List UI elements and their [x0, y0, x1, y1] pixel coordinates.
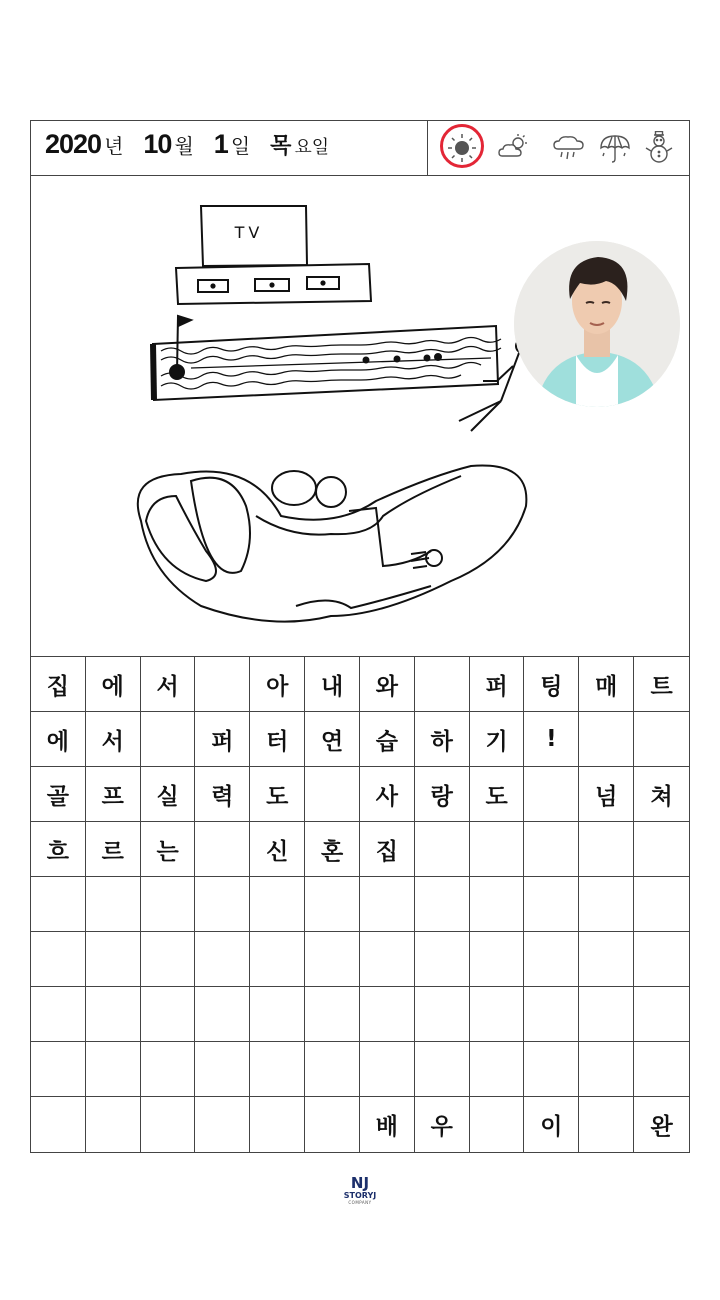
- grid-cell: 팅: [524, 657, 579, 712]
- grid-cell: [141, 932, 196, 987]
- day-unit: 일: [230, 136, 251, 158]
- grid-cell: 집: [31, 657, 86, 712]
- rain-icon[interactable]: [552, 131, 586, 165]
- grid-cell: 하: [415, 712, 470, 767]
- grid-cell: [415, 987, 470, 1042]
- grid-cell: [195, 1097, 250, 1152]
- grid-cell: [31, 1097, 86, 1152]
- grid-cell: [141, 1042, 196, 1097]
- profile-photo: [514, 241, 680, 407]
- year-value: 2020: [45, 129, 102, 159]
- grid-cell: 도: [470, 767, 525, 822]
- grid-cell: [86, 1042, 141, 1097]
- grid-cell: [250, 1042, 305, 1097]
- grid-cell: 매: [579, 657, 634, 712]
- day-value: 1: [213, 129, 228, 159]
- grid-cell: [634, 712, 689, 767]
- grid-cell: [524, 877, 579, 932]
- grid-cell: [634, 877, 689, 932]
- grid-cell: [141, 712, 196, 767]
- grid-cell: 배: [360, 1097, 415, 1152]
- grid-cell: 완: [650, 1114, 673, 1140]
- storyj-logo: [335, 1175, 385, 1215]
- grid-cell: 터: [250, 712, 305, 767]
- grid-cell: 내: [305, 657, 360, 712]
- grid-cell: [470, 987, 525, 1042]
- grid-cell: 와: [360, 657, 415, 712]
- grid-cell: 에: [31, 712, 86, 767]
- sunny-icon[interactable]: [445, 131, 479, 165]
- grid-cell: [86, 932, 141, 987]
- date-line: [45, 129, 329, 169]
- grid-cell: 도: [250, 767, 305, 822]
- grid-cell: [250, 987, 305, 1042]
- grid-cell: [634, 822, 689, 877]
- drawing-area: [31, 176, 689, 656]
- grid-cell: !: [524, 712, 579, 767]
- grid-cell: [305, 767, 360, 822]
- grid-cell: [524, 1042, 579, 1097]
- grid-cell: 사: [360, 767, 415, 822]
- grid-cell: [524, 987, 579, 1042]
- grid-cell: 신: [250, 822, 305, 877]
- grid-cell: [415, 657, 470, 712]
- grid-cell: [141, 987, 196, 1042]
- grid-cell: [31, 987, 86, 1042]
- partly-cloudy-icon[interactable]: [496, 131, 530, 165]
- grid-cell: 쳐: [634, 767, 689, 822]
- grid-cell: [579, 712, 634, 767]
- weekday-unit: 요일: [294, 137, 330, 157]
- grid-cell: [579, 822, 634, 877]
- grid-cell: [579, 987, 634, 1042]
- grid-cell: 서: [141, 657, 196, 712]
- grid-cell: [305, 987, 360, 1042]
- snowman-icon[interactable]: [642, 131, 676, 165]
- grid-cell: [141, 1097, 196, 1152]
- diary-sheet: [30, 120, 690, 1153]
- grid-cell: [195, 932, 250, 987]
- grid-cell: [195, 657, 250, 712]
- weather-selector: [427, 121, 689, 175]
- grid-cell: [250, 877, 305, 932]
- grid-cell: [634, 1042, 689, 1097]
- logo-name: STORYJ: [343, 1191, 377, 1200]
- grid-cell: [141, 877, 196, 932]
- grid-cell: [250, 932, 305, 987]
- grid-cell: [195, 877, 250, 932]
- grid-cell: 넘: [579, 767, 634, 822]
- grid-cell: 연: [305, 712, 360, 767]
- grid-cell: 집: [360, 822, 415, 877]
- tv-label: TV: [234, 223, 264, 242]
- grid-cell: [579, 1097, 634, 1152]
- grid-cell: [31, 877, 86, 932]
- weekday-value: 목: [270, 133, 292, 158]
- grid-cell: 력: [195, 767, 250, 822]
- grid-cell: [470, 877, 525, 932]
- umbrella-icon[interactable]: [598, 131, 632, 165]
- logo-sub: COMPANY: [348, 1200, 372, 1205]
- manuscript-grid: [31, 656, 689, 1152]
- grid-cell: [634, 987, 689, 1042]
- grid-cell: [305, 1097, 360, 1152]
- grid-cell: [31, 932, 86, 987]
- sofa-outline: [138, 466, 527, 622]
- grid-cell: [524, 822, 579, 877]
- grid-cell: 실: [141, 767, 196, 822]
- grid-cell: 혼: [305, 822, 360, 877]
- grid-cell: [250, 1097, 305, 1152]
- grid-cell: 에: [86, 657, 141, 712]
- month-value: 10: [143, 129, 172, 159]
- grid-cell: [470, 932, 525, 987]
- grid-cell: [195, 1042, 250, 1097]
- grid-cell: [415, 877, 470, 932]
- grid-cell: [195, 822, 250, 877]
- grid-cell: 골: [31, 767, 86, 822]
- grid-cell: [470, 1097, 525, 1152]
- grid-cell: 흐: [31, 822, 86, 877]
- grid-cell: [579, 1042, 634, 1097]
- grid-cell: 트: [634, 657, 689, 712]
- grid-cell: [415, 1042, 470, 1097]
- grid-cell: 서: [86, 712, 141, 767]
- logo-mark: NJ: [350, 1174, 370, 1192]
- grid-cell: 퍼: [470, 657, 525, 712]
- grid-cell: [415, 822, 470, 877]
- grid-cell: [634, 932, 689, 987]
- grid-cell: 퍼: [195, 712, 250, 767]
- month-unit: 월: [174, 136, 194, 158]
- grid-cell: [31, 1042, 86, 1097]
- grid-cell: 르: [86, 822, 141, 877]
- grid-cell: [195, 987, 250, 1042]
- grid-cell: [470, 1042, 525, 1097]
- grid-cell: [579, 932, 634, 987]
- grid-cell: [360, 1042, 415, 1097]
- grid-cell: [305, 1042, 360, 1097]
- grid-cell: [415, 932, 470, 987]
- grid-cell: 는: [141, 822, 196, 877]
- grid-cell: [579, 877, 634, 932]
- grid-cell: 습: [360, 712, 415, 767]
- grid-cell: 기: [470, 712, 525, 767]
- grid-cell: [524, 767, 579, 822]
- grid-cell: 아: [250, 657, 305, 712]
- grid-cell: 랑: [415, 767, 470, 822]
- grid-cell: [470, 822, 525, 877]
- grid-cell: [360, 932, 415, 987]
- grid-cell: 프: [86, 767, 141, 822]
- grid-cell: [86, 987, 141, 1042]
- grid-cell: [360, 877, 415, 932]
- grid-cell: 우: [415, 1097, 470, 1152]
- grid-cell: [305, 877, 360, 932]
- grid-cell: [86, 1097, 141, 1152]
- grid-cell: [360, 987, 415, 1042]
- grid-cell: [524, 932, 579, 987]
- grid-cell: [86, 877, 141, 932]
- diary-header: [31, 121, 689, 176]
- grid-cell: [305, 932, 360, 987]
- year-unit: 년: [104, 136, 124, 158]
- grid-cell: 이: [524, 1097, 579, 1152]
